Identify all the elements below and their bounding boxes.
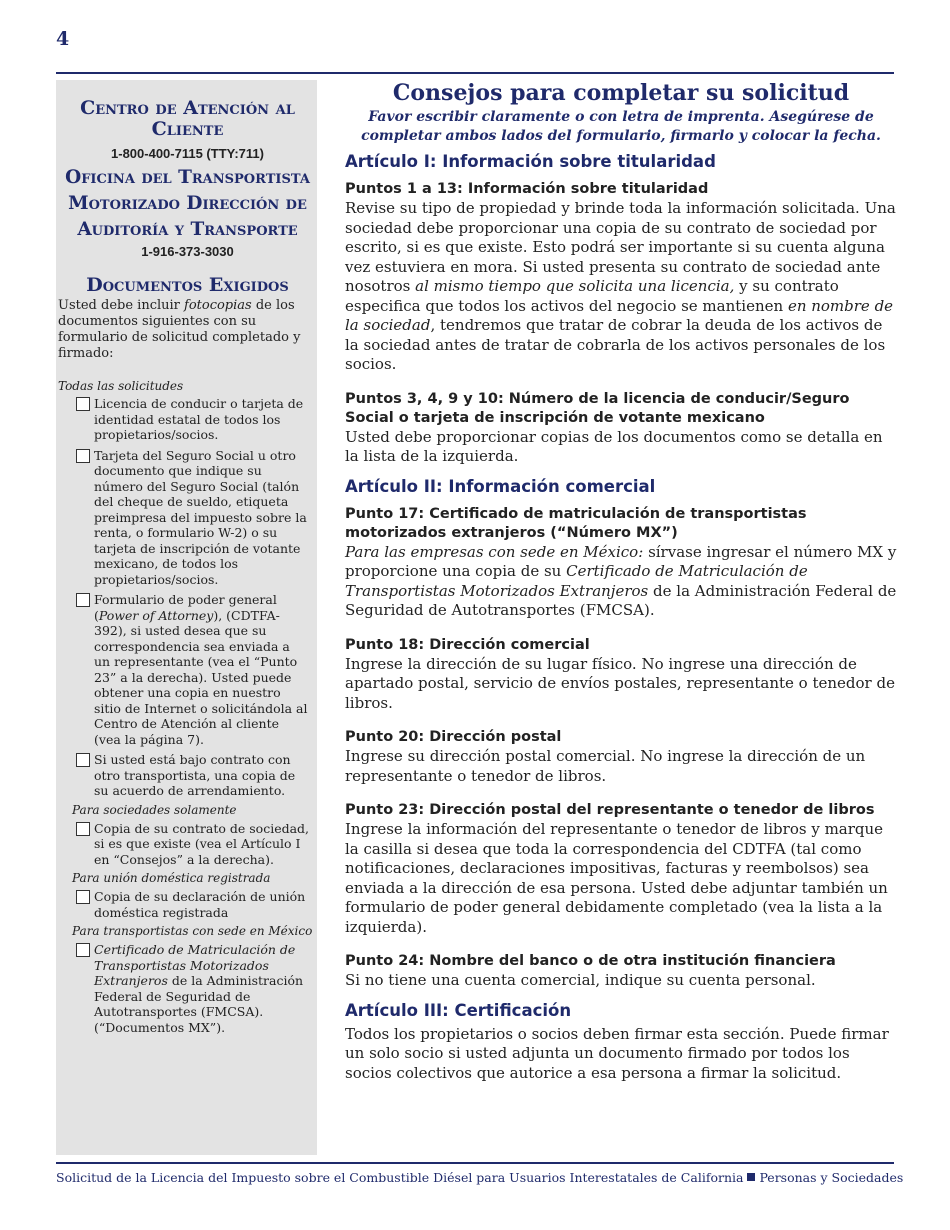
group-mexico-carriers: Para transportistas con sede en México — [72, 924, 313, 938]
doc-item-mx-certificate: Certificado de Matriculación de Transportistas Motorizados Extranjeros de la Administración Federal de Seguridad de Autotransportes (FMCSA). (“Documentos MX”). — [58, 942, 317, 1035]
footer-square-icon — [747, 1173, 755, 1181]
instructions-subtitle: Favor escribir claramente o con letra de imprenta. Asegúrese de completar ambos lados del formulario, firmarlo y colocar la fecha. — [361, 109, 881, 144]
required-docs-intro: Usted debe incluir fotocopias de los documentos siguientes con su formulario de solicitud completado y firmado: — [58, 298, 301, 361]
top-divider — [56, 72, 894, 74]
item-17-heading: Punto 17: Certificado de matriculación de transportistas motorizados extranjeros (“Número MX”) — [345, 505, 807, 541]
group-all-applications: Todas las solicitudes — [58, 379, 184, 393]
bottom-divider — [56, 1162, 894, 1164]
doc-item-partnership-contract: Copia de su contrato de sociedad, si es que existe (vea el Artículo I en “Consejos” a la derecha). — [58, 821, 317, 868]
item-18-heading: Punto 18: Dirección comercial — [345, 636, 590, 653]
item-18-body: Ingrese la dirección de su lugar físico. No ingrese una dirección de apartado postal, servicio de envíos postales, representante o tenedor de libros. — [345, 654, 895, 712]
article-3-heading: Artículo III: Certificación — [345, 1000, 572, 1020]
checkbox[interactable] — [76, 943, 90, 957]
article-1-heading: Artículo I: Información sobre titularidad — [345, 152, 716, 171]
checkbox[interactable] — [76, 890, 90, 904]
doc-item-license: Licencia de conducir o tarjeta de identidad estatal de todos los propietarios/socios. — [58, 396, 317, 443]
certification-body: Todos los propietarios o socios deben firmar esta sección. Puede firmar un solo socio si usted adjunta un documento firmado por todos los socios colectivos que autorice a esa persona a firmar la solicitud. — [345, 1024, 889, 1082]
page-footer — [56, 1170, 916, 1185]
item-24-heading: Punto 24: Nombre del banco o de otra institución financiera — [345, 953, 836, 969]
page-number: 4 — [56, 28, 70, 50]
group-domestic-partnership: Para unión doméstica registrada — [72, 871, 271, 885]
article-2-heading: Artículo II: Información comercial — [345, 476, 656, 496]
checkbox[interactable] — [76, 822, 90, 836]
item-1-13-heading: Puntos 1 a 13: Información sobre titularidad — [345, 181, 709, 197]
item-17-body: Para las empresas con sede en México: sírvase ingresar el número MX y proporcione una copia de su Certificado de Matriculación de Transportistas Motorizados Extranjeros de la Administración Federal de Seguridad de Autotransportes (FMCSA). — [345, 542, 897, 619]
item-20-heading: Punto 20: Dirección postal — [345, 729, 562, 745]
item-20-body: Ingrese su dirección postal comercial. No ingrese la dirección de un representante o tenedor de libros. — [345, 747, 866, 785]
customer-service-heading: Centro de Atención al Cliente — [80, 97, 295, 140]
item-3-4-9-10-heading: Puntos 3, 4, 9 y 10: Número de la licencia de conducir/Seguro Social o tarjeta de inscripción de votante mexicano — [345, 390, 850, 426]
checkbox[interactable] — [76, 449, 90, 463]
doc-item-social-security: Tarjeta del Seguro Social u otro documento que indique su número del Seguro Social (talón del cheque de sueldo, etiqueta preimpresa del impuesto sobre la renta, o formulario W-2) o su tarjeta de inscripción de votante mexicano, de todos los propietarios/socios. — [58, 448, 317, 588]
doc-item-domestic-partnership: Copia de su declaración de unión doméstica registrada — [58, 889, 317, 920]
footer-title: Solicitud de la Licencia del Impuesto sobre el Combustible Diésel para Usuarios Interestatales de California — [56, 1170, 744, 1185]
sidebar-panel — [56, 80, 317, 1155]
item-1-13-body: Revise su tipo de propiedad y brinde toda la información solicitada. Una sociedad debe proporcionar una copia de su contrato de sociedad por escrito, si es que existe. Esto podrá ser importante si su cuenta alguna vez estuviera en mora. Si usted presenta su contrato de sociedad ante nosotros al mismo tiempo que solicita una licencia, y su contrato especifica que todos los activos del negocio se mantienen en nombre de la sociedad, tendremos que tratar de cobrar la deuda de los activos de la sociedad antes de tratar de cobrarla de los activos personales de los socios. — [345, 199, 896, 373]
item-24-body: Si no tiene una cuenta comercial, indique su cuenta personal. — [345, 971, 816, 989]
group-partnerships: Para sociedades solamente — [72, 802, 237, 817]
doc-item-power-of-attorney: Formulario de poder general (Power of Attorney), (CDTFA-392), si usted desea que su correspondencia sea enviada a un representante (vea el “Punto 23” a la derecha). Usted puede obtener una copia en nuestro sitio de Internet o solicitándola al Centro de Atención al cliente (vea la página 7). — [58, 592, 317, 747]
item-23-body: Ingrese la información del representante o tenedor de libros y marque la casilla si desea que toda la correspondencia del CDTFA (tal como notificaciones, declaraciones impositivas, facturas y reembolsos) sea enviada a la dirección de esa persona. Usted debe adjuntar también un formulario de poder general debidamente completado (vea la lista a la izquierda). — [345, 820, 888, 936]
required-docs-heading: Documentos Exigidos — [86, 274, 289, 296]
checkbox[interactable] — [76, 753, 90, 767]
main-content — [345, 80, 897, 1083]
page-title: Consejos para completar su solicitud — [392, 80, 850, 106]
item-3-4-9-10-body: Usted debe proporcionar copias de los documentos como se detalla en la lista de la izquierda. — [345, 427, 883, 465]
customer-service-phone: 1-800-400-7115 (TTY:711) — [111, 146, 264, 161]
doc-item-lease-agreement: Si usted está bajo contrato con otro transportista, una copia de su acuerdo de arrendamiento. — [58, 752, 317, 799]
footer-section: Personas y Sociedades — [759, 1170, 904, 1185]
carrier-office-phone: 1-916-373-3030 — [141, 244, 234, 259]
checkbox[interactable] — [76, 397, 90, 411]
checkbox[interactable] — [76, 593, 90, 607]
carrier-office-heading: Oficina del Transportista Motorizado Dirección de Auditoría y Transporte — [65, 167, 310, 240]
item-23-heading: Punto 23: Dirección postal del representante o tenedor de libros — [345, 802, 875, 818]
